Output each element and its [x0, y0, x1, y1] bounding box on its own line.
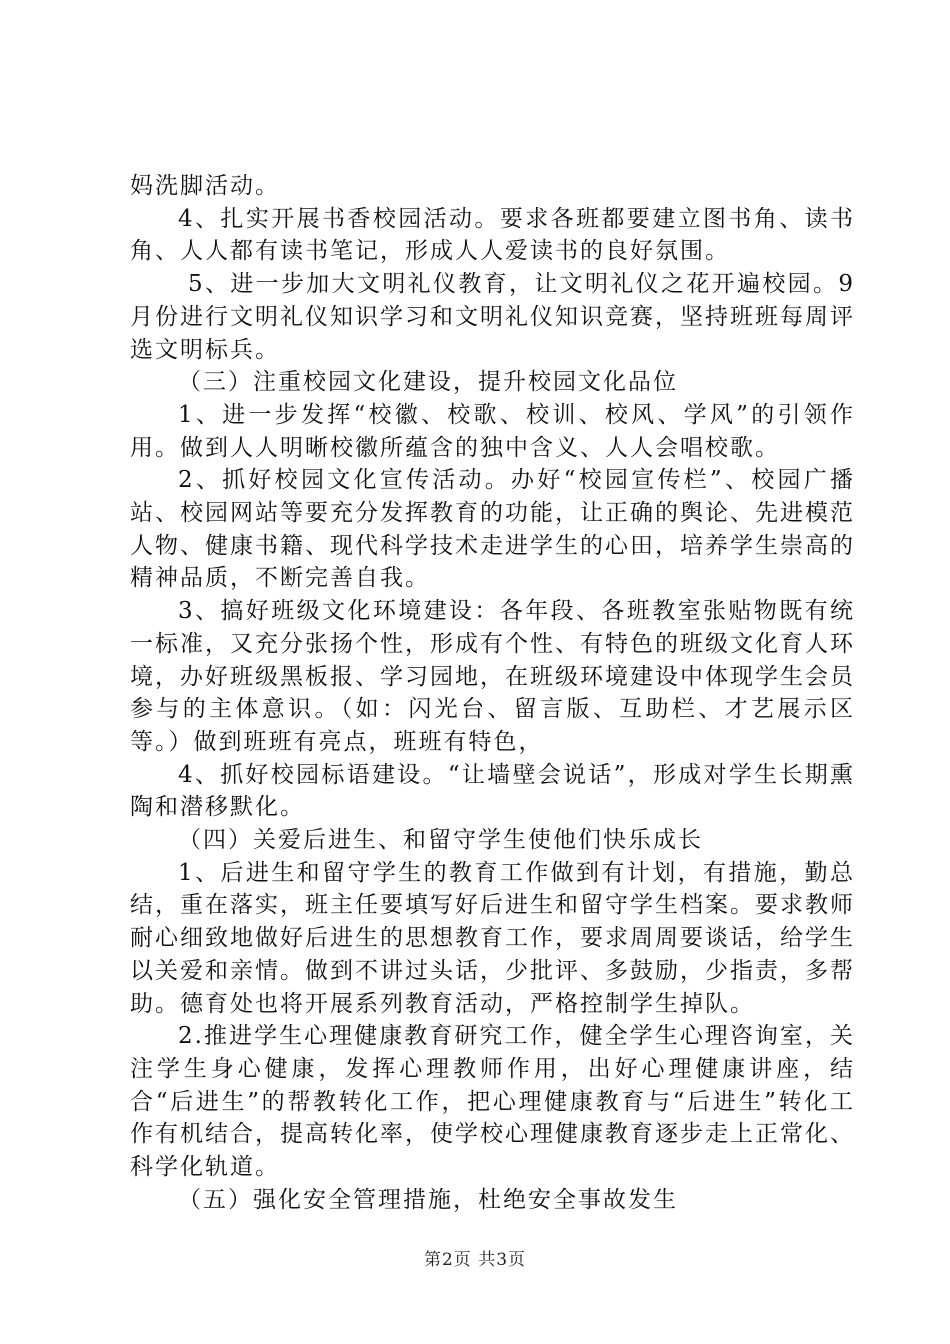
page-number-footer: 第2页 共3页 [423, 1250, 527, 1270]
section-heading-3: （三）注重校园文化建设，提升校园文化品位 [178, 369, 678, 396]
paragraph-item-4-reading-campus: 4、扎实开展书香校园活动。要求各班都要建立图书角、读书角、人人都有读书笔记，形成人人爱读书的良好氛围。 [130, 205, 855, 265]
section-heading-4: （四）关爱后进生、和留守学生使他们快乐成长 [178, 827, 703, 854]
paragraph-item-2-publicity: 2、抓好校园文化宣传活动。办好“校园宣传栏”、校园广播站、校园网站等要充分发挥教育的功能，让正确的舆论、先进模范人物、健康书籍、现代科学技术走进学生的心田，培养学生崇高的精神品质，不断完善自我。 [130, 467, 855, 592]
paragraph-item-4-slogans: 4、抓好校园标语建设。“让墙壁会说话”，形成对学生长期熏陶和潜移默化。 [130, 761, 855, 821]
paragraph-item-5-etiquette: 5、进一步加大文明礼仪教育，让文明礼仪之花开遍校园。9月份进行文明礼仪知识学习和文明礼仪知识竞赛，坚持班班每周评选文明标兵。 [130, 271, 855, 363]
paragraph-item-1-underachievers: 1、后进生和留守学生的教育工作做到有计划，有措施，勤总结，重在落实，班主任要填写好后进生和留守学生档案。要求教师耐心细致地做好后进生的思想教育工作，要求周周要谈话，给学生以关爱和亲情。做到不讲过头话，少批评、多鼓励，少指责，多帮助。德育处也将开展系列教育活动，严格控制学生掉队。 [130, 859, 855, 1017]
paragraph-item-2-mental-health: 2.推进学生心理健康教育研究工作，健全学生心理咨询室，关注学生身心健康，发挥心理教师作用，出好心理健康讲座，结合“后进生”的帮教转化工作，把心理健康教育与“后进生”转化工作有机结合，提高转化率，使学校心理健康教育逐步走上正常化、科学化轨道。 [130, 1023, 855, 1181]
section-heading-5: （五）强化安全管理措施，杜绝安全事故发生 [178, 1186, 678, 1213]
paragraph-item-3-class-culture: 3、搞好班级文化环境建设：各年段、各班教室张贴物既有统一标准，又充分张扬个性，形成有个性、有特色的班级文化育人环境，办好班级黑板报、学习园地，在班级环境建设中体现学生会员参与的主体意识。（如：闪光台、留言版、互助栏、才艺展示区等。）做到班班有亮点，班班有特色， [130, 598, 855, 755]
document-body [130, 170, 855, 1217]
paragraph-continuation: 妈洗脚活动。 [130, 173, 280, 199]
paragraph-item-1-school-emblem: 1、进一步发挥“校徽、校歌、校训、校风、学风”的引领作用。做到人人明晰校徽所蕴含的独中含义、人人会唱校歌。 [130, 401, 855, 461]
